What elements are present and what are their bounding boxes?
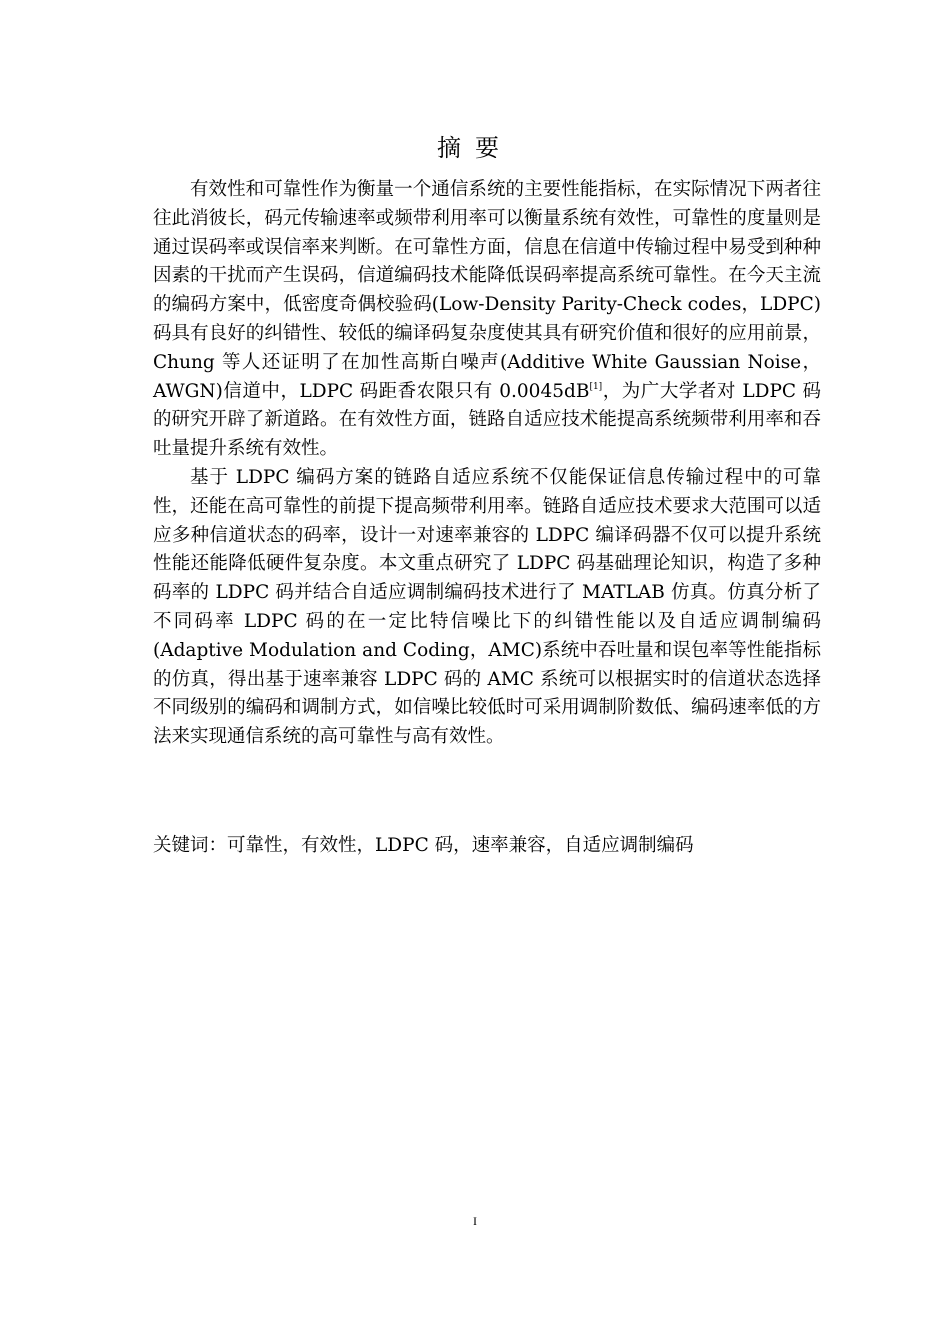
citation-marker[interactable]: [1]: [589, 381, 603, 392]
abstract-title: 摘要: [437, 134, 513, 162]
page-number: I: [473, 1214, 477, 1228]
abstract-body: [153, 176, 821, 752]
keywords-line: 关键词：可靠性，有效性，LDPC 码，速率兼容，自适应调制编码: [153, 835, 694, 856]
paragraph-1-text-after-citation: ，为广大学者对 LDPC 码的研究开辟了新道路。在有效性方面，链路自适应技术能提高系统频带利用率和吞吐量提升系统有效性。: [153, 380, 822, 460]
abstract-paragraph-1: [153, 176, 821, 464]
paragraph-1-text-before-citation: 有效性和可靠性作为衡量一个通信系统的主要性能指标，在实际情况下两者往往此消彼长，码元传输速率或频带利用率可以衡量系统有效性，可靠性的度量则是通过误码率或误信率来判断。在可靠性方面，信息在信道中传输过程中易受到种种因素的干扰而产生误码，信道编码技术能降低误码率提高系统可靠性。在今天主流的编码方案中，低密度奇偶校验码(Low-Density Parity-Check codes，LDPC)码具有良好的纠错性、较低的编译码复杂度使其具有研究价值和很好的应用前景，Chung 等人还证明了在加性高斯白噪声(Additive White Gaussian Noise，AWGN)信道中，LDPC 码距香农限只有 0.0045dB: [153, 179, 821, 402]
abstract-paragraph-2: 基于 LDPC 编码方案的链路自适应系统不仅能保证信息传输过程中的可靠性，还能在高可靠性的前提下提高频带利用率。链路自适应技术要求大范围可以适应多种信道状态的码率，设计一对速率兼容的 LDPC 编译码器不仅可以提升系统性能还能降低硬件复杂度。本文重点研究了 LDPC 码基础理论知识，构造了多种码率的 LDPC 码并结合自适应调制编码技术进行了 MATLAB 仿真。仿真分析了不同码率 LDPC 码的在一定比特信噪比下的纠错性能以及自适应调制编码(Adaptive Modulation and Coding，AMC)系统中吞吐量和误包率等性能指标的仿真，得出基于速率兼容 LDPC 码的 AMC 系统可以根据实时的信道状态选择不同级别的编码和调制方式，如信噪比较低时可采用调制阶数低、编码速率低的方法来实现通信系统的高可靠性与高有效性。: [153, 466, 821, 748]
